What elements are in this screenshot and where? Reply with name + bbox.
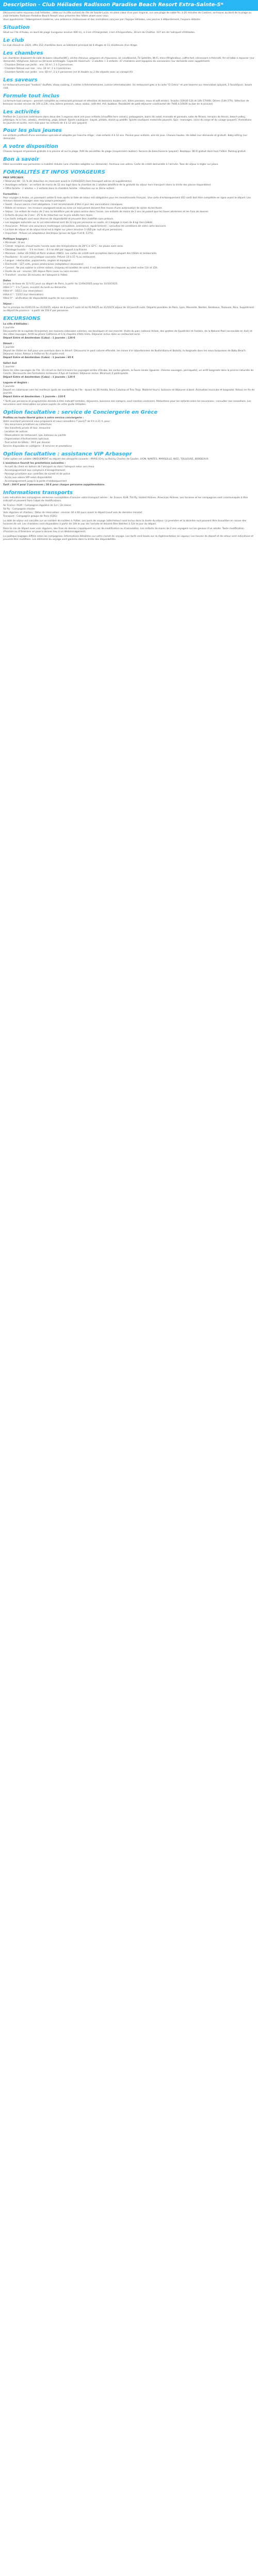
section-title-saveurs: Les saveurs — [3, 77, 38, 83]
disposition-text: Chaises longues et parasols gratuits à la piscine et sur la plage. Prêt de serviettes de plage (moyennant caution). Service de blanchisserie (payant). Boutique. Wi-Fi gratuit dans tout l'hôtel. Parking gratuit. — [3, 150, 247, 154]
formalites-item: • Assurance : Prévoir une assurance multirisque (annulation, assistance, rapatriement) ; consultez les conditions de votre carte bancaire. — [3, 225, 167, 228]
excursion-subtitle: Safari 4x4 — [3, 362, 17, 365]
club-text: Le club rénové en 2024, offre 152 chambres dans un bâtiment principal de 4 étages et 11 résidences d'un étage. — [3, 44, 138, 47]
bagages-item: • Langue : néerlandais, papiamento, anglais et espagnol. — [3, 259, 72, 262]
excursion-subtitle: Désert : — [3, 343, 14, 346]
formalites-item: • Bébés et mineurs : les mineurs voyageant seuls ou avec un seul parent doivent être munis d'une autorisation de sortie du territoire. — [3, 207, 163, 210]
dates-item: Hôtel 5* : vérification de disponibilité auprès de nos conseillers. — [3, 297, 79, 300]
formalites-text: Pour voyager à Aruba, un passeport valide 6 mois après la date de retour est obligatoire pour les ressortissants français. Une carte d'embarquement (ED card) doit être complétée en ligne avant le départ. Les mineurs doivent voyager avec leur propre passeport. — [3, 197, 251, 203]
section-title-excursions: EXCURSIONS — [3, 316, 41, 322]
conciergerie-subtitle: Profitez en toute liberté grâce à notre service conciergerie : — [3, 416, 84, 419]
excursion-text: Départ en catamaran vers les meilleurs spots de snorkeling de l'île : épave du SS Antilla, Boca Catalina et Tres Trapi. Matériel fourni, boissons et déjeuner à bord. Animation musicale et baignade. Retour en fin de journée. — [3, 388, 255, 395]
excursion-depart: Départ Entre et Amsterdam (Cuba) : 1 journée : 120 € — [3, 376, 75, 379]
bon-a-savoir-text: Hôtel accessible aux personnes à mobilité réduite (une chambre adaptée sur demande). Animaux non admis. Carte de crédit demandée à l'arrivée. Taxe de séjour à régler sur place. — [3, 163, 219, 166]
assistance-text: Cette option est valable UNIQUEMENT au départ des aéroports suivants : PARIS (Orly ou Roissy Charles de Gaulle), LYON, NANTES, MARSEILLE, NICE, TOULOUSE, BORDEAUX. — [3, 458, 209, 461]
prix-speciaux-title: PRIX SPÉCIAUX — [3, 177, 24, 180]
conciergerie-item: - Location de voiture — [3, 431, 28, 434]
assistance-item: - Accompagnement jusqu'à la porte d'embarquement — [3, 480, 67, 483]
chambres-item: - Chambre Deluxe vue mer : env. 34 m², 2 à 3 personnes. — [3, 67, 72, 70]
excursion-depart: Départ Entre et Amsterdam (Cuba) : 1 journée : 95 € — [3, 356, 74, 359]
page-title: Description - Club Héliades Radisson Paradise Beach Resort Extra-Sainte-S* — [3, 2, 223, 8]
section-title-bon-a-savoir: Bon à savoir — [3, 157, 39, 163]
formalites-item: • Les bagages autorisés sur le vol international sont de 23 kg par personne en soute, et 1 bagage à main de 8 kg (hors bébé). — [3, 221, 153, 224]
prix-item: • Offre famille : 2 adultes + 2 enfants dans la chambre famille : réduction sur le 2ème enfant. — [3, 188, 115, 191]
assistance-item: - Passage prioritaire aux contrôles de sûreté et de police — [3, 473, 70, 476]
saveurs-text: Le restaurant principal "Isadora" (buffets, show cooking, 2 soirées à thème/semaine, cuisine internationale). Un restaurant grec à la carte "El Greco" et une taverne sur réservation (payant, 2 fois/séjour), beach club. — [3, 83, 252, 90]
excursion-text: Découverte de la capitale Oranjestad, ses maisons coloniales colorées, ses boutiques et son marché. Visite du parc national Arikok, des grottes de Quadirikiri et Fontein, de la Natural Pool (accessible en 4x4) et des côtes sauvages. Arrêt au phare California et à la chapelle d'Alto Vista. Déjeuner inclus dans un restaurant local. — [3, 330, 252, 336]
conciergerie-text: Votre assistant personnel vous proposera et vous conseillera 7 jours/7 de 9 h à 21 h, pour : — [3, 420, 111, 423]
sejour-text: Sur le principe du 01/01/25 au 31/03/25, séjour de 8 jours/7 nuits et du 01/04/25 au 31/10/25 séjour de 10 jours/9 nuits. Départs possibles de Paris, Lyon, Marseille, Nantes, Bordeaux, Toulouse, Nice. Supplément au départ de province : à partir de 150 € par personne. — [3, 307, 254, 313]
excursion-note: * Tarifs par personne et programmes donnés à titre indicatif (entrées, déjeuners, boissons non compris, sauf mention contraire). Réductions pour les enfants selon les excursions : consulter nos conseillers. Les excursions sont réservables sur place auprès de votre guide Héliades. — [3, 400, 251, 406]
bagages-item: • Monnaie : dollar US (USD) et florin arubais (AWG). Les cartes de crédit sont acceptées dans la plupart des hôtels et restaurants. — [3, 252, 157, 255]
informations-paragraph: Dans le cas de départ avec vols réguliers, des frais de dossier s'appliquent en cas de modification ou d'annulation. Les enfants de moins de 2 ans voyagent sur les genoux d'un adulte. Toute modification d'horaire ou d'itinéraire ne pourra donner lieu à un dédommagement. — [3, 527, 244, 533]
excursion-label: 1 journée — [3, 327, 14, 330]
bagages-item: • Transfert : environ 30 minutes de l'aéroport à l'hôtel. — [3, 274, 68, 277]
assistance-subtitle: L'assistance fournit les prestations suivantes : — [3, 462, 66, 465]
excursion-depart: Départ Entre et Amsterdam (Cuba) : 1 journée : 120 € — [3, 337, 75, 340]
bagages-item: • Décalage horaire : - 5 h en hiver, - 6 h en été par rapport à la France. — [3, 248, 88, 251]
section-title-formule: Formule tout inclus — [3, 93, 60, 99]
section-title-activites: Les activités — [3, 109, 40, 115]
formalites-item: • Enfants de plus de 2 ans : 25 % de réduction sur le prix adulte hors taxes. — [3, 214, 93, 217]
assistance-item: - Accueil du client en dehors de l'aéroport ou dans l'aéroport selon son choix — [3, 466, 94, 469]
bagages-item: • Pourboires : ils sont une pratique courante. Prévoir 10 à 15 % au restaurant. — [3, 256, 96, 259]
dates-item: Hôtel 3 * : 3 à 7 jours, encadré du lundi au dimanche. — [3, 286, 67, 290]
bagages-item: • Électricité : 127 volts, prises américaines (adaptateur nécessaire). — [3, 263, 84, 266]
header-banner — [0, 0, 258, 11]
situation-text: Situé sur l'île d'Aruba, en bord de plage (Longueur environ 400 m), à 3 km d'Oranjestad, 3 km d'Ampersfohu, 30 km de Chatfon, 107 km de l'aéroport d'Héliades. — [3, 31, 196, 34]
dates-item: Le prix de base de 12 h/11 jours au départ de Paris, à partir du 12/04/2025 jusqu'au 31/10/2025. — [3, 283, 118, 286]
conciergerie-item: Service disponible en catégorie : 8 services et prestations — [3, 445, 72, 448]
informations-paragraph: La date de séjour est calculée sur un nombre de nuitées à l'hôtel. Les jours de voyage (aller/retour) sont inclus dans la durée du séjour. La première et la dernière nuit peuvent être écourtées en raison des horaires de vol. Les chambres sont disponibles à partir de 14h le jour de l'arrivée et doivent être libérées à 12h le jour du départ. — [3, 519, 247, 526]
intro-paragraph: Découvrez notre nouveau club héliades : idéal sur la côte sud-est de l'île de Sainte-Lucie, en plein cœur d'un parc tropical, sur une plage de sable fin, à 20 minutes de Castries, se trouve au bord de la plage ou club Heliades Radisson Paradise Beach Resort vous présente des hôtels allant avec vous. — [3, 12, 252, 18]
informations-item: Tui fly : Compagnie charter — [3, 507, 36, 511]
product-description-page — [0, 0, 258, 545]
plus-jeunes-text: Les enfants profitent d'une animation spéciale et adaptée par tranche d'âge ; club enfants 4 à 12 ans. Piscine pour enfants, aire de jeux. Chaises hautes, lits bébé (sur demande et gratuit). Baby-sitting (sur demande). — [3, 134, 248, 141]
sejour-subtitle: Séjour : — [3, 303, 14, 306]
section-title-chambres: Les chambres — [3, 50, 43, 56]
excursion-label: 1 journée — [3, 385, 14, 388]
informations-item: Air France / KLM : Compagnie régulière de 1re / 2e classe — [3, 504, 71, 507]
conciergerie-item: - Tout achat de billets : 39 € par dossier. — [3, 442, 51, 445]
bagages-item: • Conseil : Ne pas oublier la crème solaire, chapeau et lunettes de soleil. Il est déconseillé de s'exposer au soleil entre 11h et 15h. — [3, 266, 158, 269]
formalites-subtitle: Formalités : — [3, 193, 19, 196]
section-title-disposition: A votre disposition — [3, 144, 58, 150]
chambres-item: - Chambre Deluxe vue jardin : env. 34 m², 2 à 3 personnes. — [3, 63, 74, 66]
dates-subtitle: Dates — [3, 279, 11, 282]
intro-paragraph: Vous apprécierez : hébergement moderne, une ambiance chaleureuse et des animations conçues par l'équipe Héliades, une piscine à débordement, l'espace détente. — [3, 18, 201, 21]
bagages-item: • Durée de vol : environ 10h depuis Paris (avec ou sans escale). — [3, 270, 79, 273]
section-title-informations: Informations transports — [3, 490, 73, 496]
prix-item: • Avantages enfants : un enfant de moins de 12 ans logé dans la chambre de 2 adultes bénéficie de la gratuité du séjour hors transport (dans la limite des places disponibles). — [3, 184, 212, 187]
informations-item: Vols réguliers et charters : Délai de réservation : environ 30 à 60 jours avant le départ (sauf vols de dernière minute). — [3, 511, 143, 514]
formalites-item: • Les tarifs indiqués sont sous réserve de disponibilité et peuvent être modifiés sans préavis. — [3, 218, 114, 221]
formalites-item: • La taxe de séjour et de séjour local est à régler sur place (environ 3 USD par nuit et par personne). — [3, 228, 123, 231]
formalites-item: • Séjour : Un enfant de moins de 2 ans ne bénéficie pas de place assise dans l'avion. Les enfants de moins de 2 ans ne paient que les taxes aériennes et les frais de dossier. — [3, 211, 209, 214]
prix-item: • Réservez tôt : 15 % de réduction en réservant avant le 31/03/2025 (hors transport aérien et suppléments). — [3, 180, 133, 183]
bagages-item: • Minimale : 8 ans — [3, 241, 25, 244]
bagages-subtitle: Politique bagages : — [3, 238, 29, 241]
conciergerie-item: - Organisation d'événements spéciaux — [3, 438, 49, 441]
section-title-situation: Situation — [3, 24, 30, 30]
dates-item: Hôtel 4 * : 11/12 (sur réservation). — [3, 294, 44, 297]
section-title-formalites: FORMALITÉS ET INFOS VOYAGEURS — [3, 170, 105, 176]
conciergerie-item: - Vos transferts privés et taxi, limousine — [3, 427, 51, 430]
conciergerie-item: - Vos excursions privatives ou collectives — [3, 423, 52, 427]
excursion-text: Départ de l'hôtel en 4x4 pour une aventure dans le désert. Découvrez le pont naturel effondré, les mines d'or abandonnées de Bushiribana et Balashi, la baignade dans les eaux turquoises de Baby Beach. Déjeuner inclus. Retour à l'hôtel en fin d'après-midi. — [3, 350, 247, 355]
informations-text: Liste indicative des compagnies aériennes susceptibles d'assurer votre transport aérien : Air France, KLM, TUI fly, United Airlines, American Airlines. Les horaires et les compagnies sont communiqués à titre indicatif et peuvent faire l'objet de modifications. — [3, 497, 248, 502]
excursion-label: 1 journée — [3, 346, 14, 349]
assistance-item: - Accès aux salons VIP selon disponibilité — [3, 477, 52, 480]
formule-text: La formule tout compris : pension complète au restaurant principal et sélection de boissons locales (vin, bière pression, eaux et soft drinks). Snacks (10h30-12h et 14h-17h00). Dîners (14h-17h). Sélection de boissons locales servies de 10h à 23h, vins, bières pression, eaux, sodas, café-thé, thé, bubbles. Possibilité de petit-déjeuner continental (de 7h00 à 10h00 au bar de la piscine). — [3, 99, 249, 106]
section-title-plus-jeunes: Pour les plus jeunes — [3, 128, 62, 134]
excursion-depart: Départ Entre et Amsterdam : 1 journée : 110 € — [3, 395, 66, 398]
intro-section — [3, 12, 255, 22]
activites-text: Profitez de 2 piscines extérieures dans deux des 3 espaces dont une pour enfants (chauffée hors saison), pataugeoire, bains de soleil, transats et parasols, salle de fitness, terrains de tennis, beach-volley, pétanque, tir à l'arc, aérobic, stretching, yoga, billard. Sports nautiques : kayak, pédalo, stand up paddle. Sports nautiques motorisés payants. Spa : massages, soins du corps et du visage (payant). Animations en journée et soirée, mini club pour les enfants de 4 à 12 ans (payant). — [3, 115, 252, 125]
excursion-text: Dans les sites sauvages de l'île. Un circuit en 4x4 à travers les paysages arides d'Aruba, les cactus géants, la faune locale (iguanes, chèvres sauvages, perroquets), un arrêt baignade dans la piscine naturelle de Conchi. Découverte des formations rocheuses d'Ayo et Casibari. Déjeuner inclus. Minimum 2 participants. — [3, 369, 254, 375]
assistance-item: Tarif : 260 € pour 2 personnes ; 50 € pour chaque personne supplémentaire. — [3, 484, 105, 487]
excursion-label: 1 journée — [3, 365, 14, 368]
formalites-item: • Important : Prévoir un adaptateur électrique (prises de type A et B, 127V). — [3, 232, 94, 235]
description-content — [0, 11, 258, 545]
excursion-subtitle: La ville d'Héliades : — [3, 323, 29, 326]
dates-item: Hôtel 4* : 10/11 (sur réservation). — [3, 290, 43, 293]
informations-item: Transport : Compagnie groupe de Paris (CDG) — [3, 515, 57, 518]
assistance-item: - Accompagnement aux comptoirs d'enregistrement — [3, 469, 66, 472]
conciergerie-item: - Réservations de restaurant, spa, bateaux ou yachts — [3, 434, 66, 437]
chambres-item: - Chambre famille vue jardin : env. 60 m², 2 à 4 personnes (en lit double ou 2 lits séparés avec un canapé lit). — [3, 71, 134, 74]
informations-paragraph: La politique bagages diffère selon les compagnies. Informations détaillées sur votre carnet de voyage. Les tarifs sont basés sur la réglementation en vigueur. Les heures de départ et de retour sont indicatives et peuvent être modifiées. Les éléments du voyage sont garantis dans la limite des disponibilités. — [3, 535, 254, 541]
excursion-subtitle: Lagune et Anglais : — [3, 381, 29, 384]
section-title-club: Le club — [3, 37, 24, 43]
bagages-item: • Climat : tropical, chaud toute l'année avec des températures de 28°C à 32°C ; les pluies sont rares. — [3, 245, 124, 248]
chambres-intro: Les chambres disposent de salle de bains (douche/WC), sèche-cheveux, peignoirs et chaussons, air conditionné, TV Satellite, Wi-Fi, mini-réfrigérateur, coffre-fort, nécessaire à thé/café, fer et table à repasser (sur demande), téléphone, balcon ou terrasse aménagés. Capacité maximum : 2 adultes + 2 enfants. 37 chambres sont équipées de connexions (sur demande avec supplément). — [3, 57, 254, 63]
formalites-item: • Santé : Aucun vaccin n'est obligatoire. Il est recommandé d'être à jour des vaccinations classiques. — [3, 204, 124, 207]
section-title-conciergerie: Option facultative : service de Conciergerie en Grèce — [3, 409, 158, 415]
section-title-assistance: Option facultative : assistance VIP Arbasopr — [3, 451, 132, 457]
